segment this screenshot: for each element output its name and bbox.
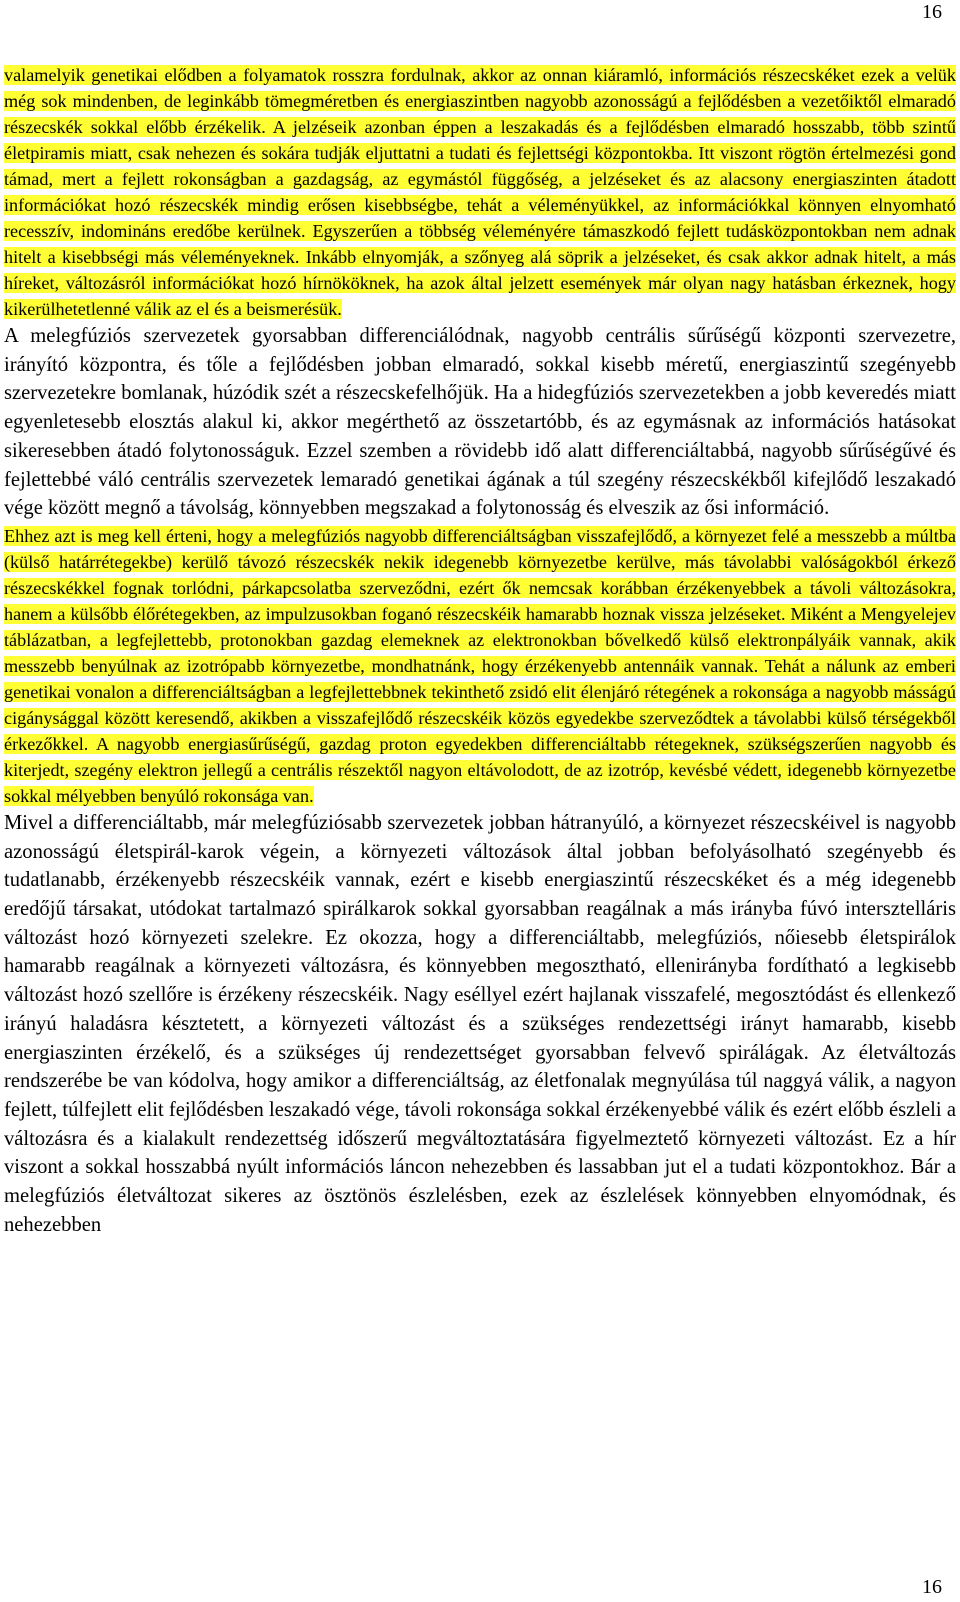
paragraph-2 xyxy=(4,322,956,523)
document-body xyxy=(4,62,956,1239)
paragraph-4 xyxy=(4,809,956,1240)
paragraph-highlighted-1 xyxy=(4,62,956,322)
page-number-top: 16 xyxy=(922,1,942,23)
paragraph-text: A melegfúziós szervezetek gyorsabban differenciálódnak, nagyobb centrális sűrűségű központi szervezetre, irányító központra, és tőle a fejlődésben jobban elmaradó, sokkal kisebb méretű, energiaszintű szegényebb szervezetekre bomlanak, húzódik szét a részecskefelhőjük. Ha a hidegfúziós szervezetekben a jobb keveredés miatt egyenletesebb elosztás alakul ki, akkor megérthető az összetartóbb, és az egymásnak az információs hatásokat sikeresebben átadó folytonosságuk. Ezzel szemben a rövidebb idő alatt differenciáltabbá, nagyobb sűrűségűvé és fejlettebbé váló centrális szervezetek lemaradó genetikai ágának a túl szegény részecskékből kifejlődő leszakadó vége között megnő a távolság, könnyebben megszakad a folytonosság és elveszik az ősi információ. xyxy=(4,325,956,520)
paragraph-text: valamelyik genetikai elődben a folyamatok rosszra fordulnak, akkor az onnan kiáramló, információs részecskéket ezek a velük még sok mindenben, de leginkább tömegméretben és energiaszintben nagyobb azonosságú a fejlődésben a vezetőiktől elmaradó részecskék sokkal előbb érzékelik. A jelzéseik azonban éppen a leszakadás és a fejlődésben elmaradó hosszabb, több szintű életpiramis miatt, csak nehezen és sokára tudják eljuttatni a tudati és fejlettségi központokba. Itt viszont rögtön értelmezési gond támad, mert a fejlett rokonságban a gazdagság, az egymástól függőség, a jelzéseket és az alacsony energiaszinten átadott információkat hozó részecskék mindig erősen kisebbségbe, tehát a véleményükkel, az információkkal könnyen elnyomható recesszív, indomináns eredőbe kerülnek. Egyszerűen a többség véleményére támaszkodó fejlett tudásközpontokban nem adnak hitelt a kisebbségi más véleményeknek. Inkább elnyomják, a szőnyeg alá söprik a jelzéseket, és csak akkor adnak hitelt, a más híreket, változásról információkat hozó hírnököknek, ha azok által jelzett események már olyan nagy hatásban érkeznek, hogy kikerülhetetlenné válik az el és a beismerésük. xyxy=(4,65,956,319)
paragraph-text: Ehhez azt is meg kell érteni, hogy a melegfúziós nagyobb differenciáltságban visszafejlődő, a környezet felé a messzebb a múltba (külső határrétegekbe) kerülő távozó részecskék nekik idegenebb környezetbe kerülve, más távolabbi valóságokból érkező részecskékkel fognak torlódni, párkapcsolatba szerveződni, ezért ők nemcsak korábban érzékenyebbek a távoli változásokra, hanem a külsőbb élőrétegekben, az impulzusokban foganó részecskéik hamarabb hoznak vissza jelzéseket. Miként a Mengyelejev táblázatban, a legfejlettebb, protonokban gazdag elemeknek az elektronokban bővelkedő külső elektronpályáik vannak, akik messzebb benyúlnak az izotrópabb környezetbe, mondhatnánk, hogy érzékenyebb antennáik vannak. Tehát a nálunk az emberi genetikai vonalon a differenciáltságban a legfejlettebbnek tekinthető zsidó elit élenjáró rétegének a rokonsága a nagyobb másságú cigánysággal között keresendő, akikben a visszafejlődő részecskéik közös egyedekbe szerveződtek a távolabbi külső térségekből érkezőkkel. A nagyobb energiasűrűségű, gazdag proton egyedekben differenciáltabb rétegeknek, szükségszerűen nagyobb és kiterjedt, szegény elektron jellegű a centrális részektől nagyon eltávolodott, de az izotróp, kevésbé védett, idegenebb környezetbe sokkal mélyebben benyúló rokonsága van. xyxy=(4,525,956,806)
page-number-bottom: 16 xyxy=(922,1576,942,1598)
paragraph-text: Mivel a differenciáltabb, már melegfúziósabb szervezetek jobban hátranyúló, a környezet részecskéivel is nagyobb azonosságú életspirál-karok végein, a környezeti változások által jobban befolyásolható szegényebb és tudatlanabb, érzékenyebb részecskéik vannak, ezért e kisebb energiaszintű részecskéket és a még idegenebb eredőjű társakat, utódokat tartalmazó spirálkarok sokkal gyorsabban reagálnak a más irányba fúvó intersztelláris változást hozó környezeti szelekre. Ez okozza, hogy a differenciáltabb, melegfúziós, nőiesebb életspirálok hamarabb reagálnak a környezeti változásra, és könnyebben megosztható, ellenirányba fordítható a legkisebb változást hozó szellőre is érzékeny részecskéik. Nagy eséllyel ezért hajlanak visszafelé, megosztódást és ellenkező irányú haladásra késztetett, a környezeti változást és a szükséges rendezettségi irányt hamarabb, kisebb energiaszinten érzékelő, és a szükséges új rendezettséget gyorsabban felvevő spirálágak. Az életváltozás rendszerébe be van kódolva, hogy amikor a differenciáltság, az életfonalak megnyúlása túl naggyá válik, a nagyon fejlett, túlfejlett elit fejlődésben leszakadó vége, távoli rokonsága sokkal érzékenyebbé válik és ezért előbb észleli a változásra és a kialakult rendezettség időszerű megváltoztatására figyelmeztető környezeti változást. Ez a hír viszont a sokkal hosszabbá nyúlt információs láncon nehezebben és lassabban jut el a tudati központokhoz. Bár a melegfúziós életváltozat sikeres az ösztönös észlelésben, ezek az észlelések könnyebben elnyomódnak, és nehezebben xyxy=(4,811,956,1236)
paragraph-highlighted-3 xyxy=(4,523,956,809)
